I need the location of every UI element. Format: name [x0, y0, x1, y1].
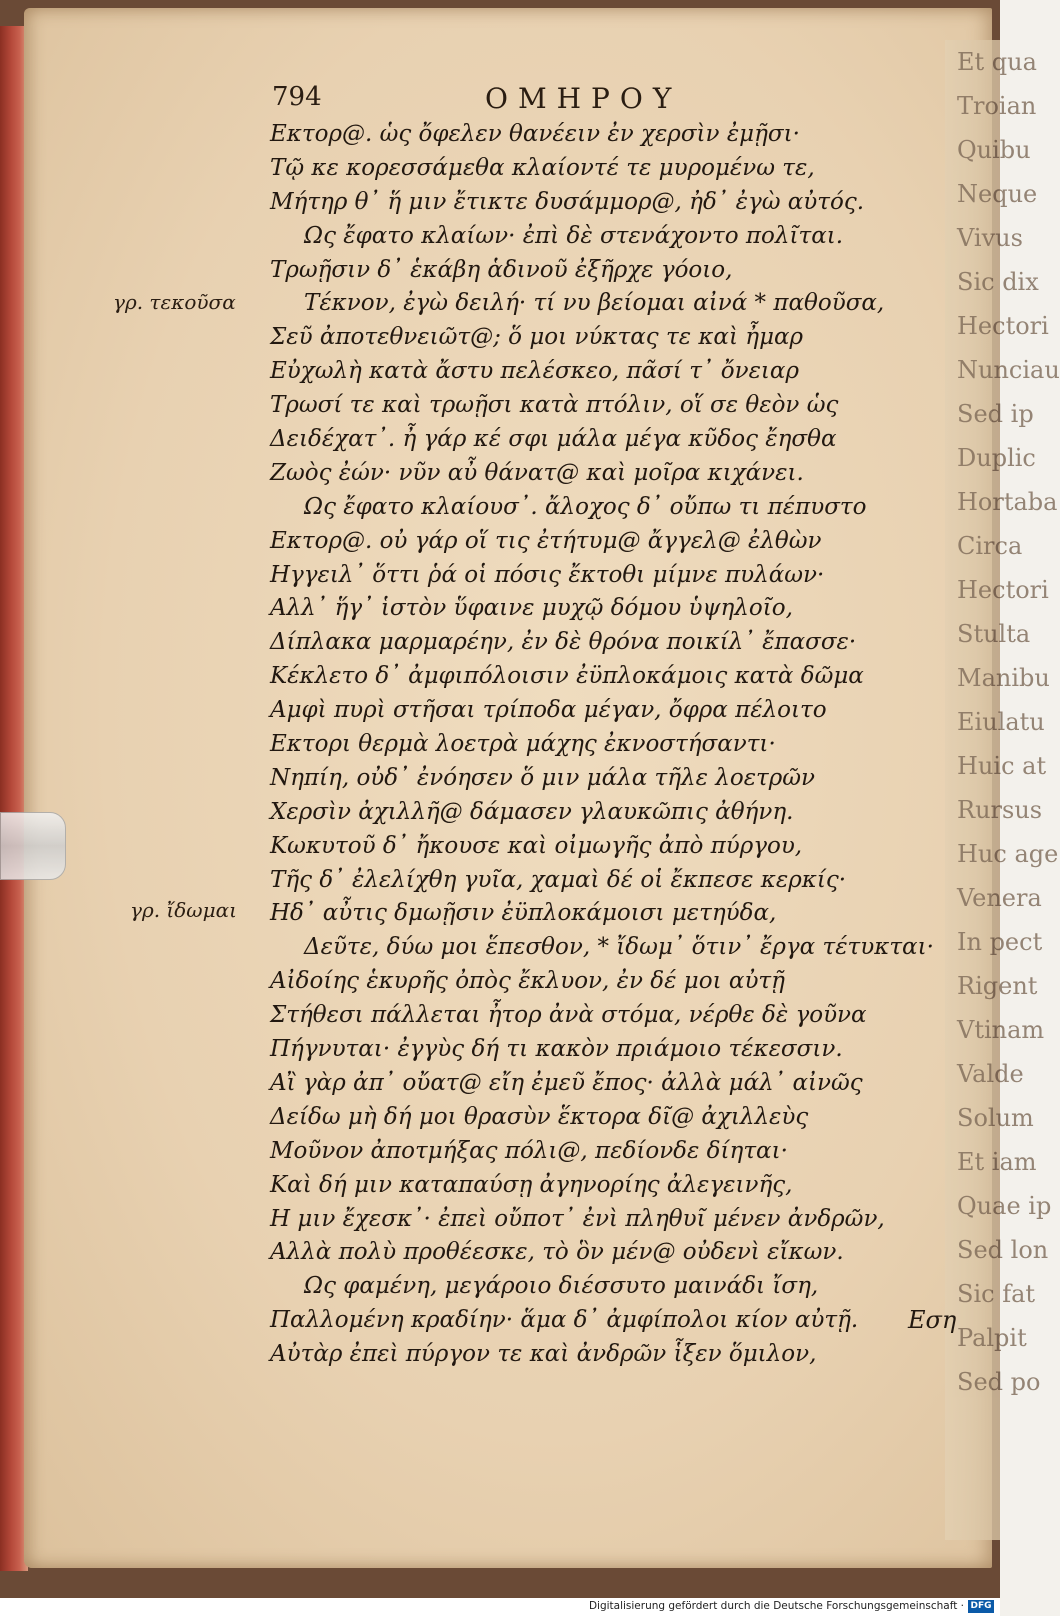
- adjacent-page-fragment: Hectori: [957, 576, 1049, 604]
- catchword: Εση: [908, 1306, 957, 1334]
- page-clip-icon: [0, 812, 66, 880]
- verse-line: Αμφὶ πυρὶ στῆσαι τρίποδα μέγαν, ὄφρα πέλοιτο: [270, 697, 827, 724]
- adjacent-page-fragment: Quibu: [957, 136, 1031, 164]
- verse-line: Η μιν ἔχεσκ᾽· ἐπεὶ οὔποτ᾽ ἐνὶ πληθυῖ μένεν ἀνδρῶν,: [270, 1205, 885, 1232]
- verse-line: Αὐτὰρ ἐπεὶ πύργον τε καὶ ἀνδρῶν ἷξεν ὅμιλον,: [270, 1341, 817, 1368]
- verse-line: Αλλὰ πολὺ προθέεσκε, τὸ ὃν μέν@ οὐδενὶ εἴκων.: [270, 1239, 844, 1266]
- adjacent-page-fragment: Vtinam: [957, 1016, 1045, 1044]
- verse-line: Στήθεσι πάλλεται ἦτορ ἀνὰ στόμα, νέρθε δὲ γοῦνα: [270, 1002, 867, 1029]
- adjacent-page-fragment: Huc age: [957, 840, 1059, 868]
- verse-line: Ως φαμένη, μεγάροιο διέσσυτο μαινάδι ἴση,: [304, 1273, 819, 1300]
- verse-line: Εκτορι θερμὰ λοετρὰ μάχης ἐκνοστήσαντι·: [270, 731, 776, 758]
- adjacent-page-fragment: Rigent: [957, 972, 1038, 1000]
- verse-line: Ως ἔφατο κλαίων· ἐπὶ δὲ στενάχοντο πολῖται.: [304, 222, 844, 249]
- adjacent-page-fragment: Et qua: [957, 48, 1037, 76]
- verse-line: Πήγνυται· ἐγγὺς δή τι κακὸν πριάμοιο τέκεσσιν.: [270, 1036, 843, 1063]
- running-head: ΟΜΗΡΟΥ: [485, 82, 682, 115]
- verse-line: Τρωῇσιν δ᾽ ἑκάβη ἁδινοῦ ἐξῆρχε γόοιο,: [270, 256, 733, 283]
- verse-line: Ζωὸς ἐών· νῦν αὖ θάνατ@ καὶ μοῖρα κιχάνει.: [270, 459, 804, 486]
- verse-line: Τρωσί τε καὶ τρωῇσι κατὰ πτόλιν, οἵ σε θεὸν ὡς: [270, 392, 839, 419]
- verse-line: Αἲ γὰρ ἀπ᾽ οὔατ@ εἴη ἐμεῦ ἔπος· ἀλλὰ μάλ᾽ αἰνῶς: [270, 1069, 863, 1096]
- adjacent-page-fragment: Eiulatu: [957, 708, 1045, 736]
- adjacent-page-fragment: Palpit: [957, 1324, 1027, 1352]
- verse-line: Τῆς δ᾽ ἐλελίχθη γυῖα, χαμαὶ δέ οἱ ἔκπεσε κερκίς·: [270, 866, 847, 893]
- verse-line: Αἰδοίης ἑκυρῆς ὀπὸς ἔκλυον, ἐν δέ μοι αὐτῇ: [270, 968, 785, 995]
- adjacent-page-fragment: Troian: [957, 92, 1037, 120]
- adjacent-page-fragment: Vivus: [957, 224, 1023, 252]
- verse-line: Ηγγειλ᾽ ὅττι ῥά οἱ πόσις ἔκτοθι μίμνε πυλάων·: [270, 561, 825, 588]
- footer-text: Digitalisierung gefördert durch die Deutsche Forschungsgemeinschaft ·: [588, 1600, 964, 1612]
- adjacent-page-fragment: Rursus: [957, 796, 1043, 824]
- verse-line: Μήτηρ θ᾽ ἥ μιν ἔτικτε δυσάμμορ@, ἠδ᾽ ἐγὼ αὐτός.: [270, 188, 865, 215]
- adjacent-page-fragment: Sic fat: [957, 1280, 1036, 1308]
- verse-line: Χερσὶν ἀχιλλῆ@ δάμασεν γλαυκῶπις ἀθήνη.: [270, 798, 794, 825]
- adjacent-page-fragment: Valde: [957, 1060, 1024, 1088]
- verse-line: Εκτορ@. ὡς ὄφελεν θανέειν ἐν χερσὶν ἐμῇσι·: [270, 121, 800, 147]
- verse-line: Τῷ κε κορεσσάμεθα κλαίοντέ τε μυρομένω τε,: [270, 154, 815, 181]
- adjacent-page-fragment: Sed ip: [957, 400, 1034, 428]
- adjacent-page-fragment: Venera: [957, 884, 1042, 912]
- dfg-logo-icon[interactable]: DFG: [968, 1600, 994, 1613]
- verse-line: Μοῦνον ἀποτμήξας πόλι@, πεδίονδε δίηται·: [270, 1137, 788, 1164]
- adjacent-page-fragment: In pect: [957, 928, 1043, 956]
- verse-line: Παλλομένη κραδίην· ἅμα δ᾽ ἀμφίπολοι κίον αὐτῇ.: [270, 1307, 859, 1334]
- footer-bar: [0, 1598, 1000, 1616]
- adjacent-page-fragment: Nunciau: [957, 356, 1060, 384]
- adjacent-page-fragment: Quae ip: [957, 1192, 1052, 1220]
- verse-line: Δειδέχατ᾽. ἦ γάρ κέ σφι μάλα μέγα κῦδος ἔησθα: [270, 426, 837, 453]
- page-header: [0, 82, 1000, 122]
- verse-line: Δεῦτε, δύω μοι ἕπεσθον, * ἴδωμ᾽ ὅτιν᾽ ἔργα τέτυκται·: [304, 934, 934, 961]
- adjacent-page-fragment: Neque: [957, 180, 1038, 208]
- adjacent-page-fragment: Duplic: [957, 444, 1036, 472]
- adjacent-page-fragment: Manibu: [957, 664, 1050, 692]
- page-number: 794: [272, 82, 322, 112]
- verse-line: Δίπλακα μαρμαρέην, ἐν δὲ θρόνα ποικίλ᾽ ἔπασσε·: [270, 629, 857, 656]
- margin-note-2: γρ. ἴδωμαι: [130, 898, 237, 922]
- verse-line: Δείδω μὴ δή μοι θρασὺν ἕκτορα δῖ@ ἀχιλλεὺς: [270, 1103, 809, 1130]
- adjacent-page-fragment: Sed lon: [957, 1236, 1049, 1264]
- verse-line: Αλλ᾽ ἥγ᾽ ἱστὸν ὕφαινε μυχῷ δόμου ὑψηλοῖο,: [270, 595, 793, 622]
- verse-line: Εκτορ@. οὐ γάρ οἵ τις ἐτήτυμ@ ἄγγελ@ ἐλθὼν: [270, 527, 822, 554]
- adjacent-page-fragment: Et iam: [957, 1148, 1037, 1176]
- verse-line: Καὶ δή μιν καταπαύσῃ ἀγηνορίης ἀλεγεινῆς,: [270, 1171, 793, 1198]
- adjacent-page-fragment: Hectori: [957, 312, 1049, 340]
- adjacent-page-fragment: Solum: [957, 1104, 1034, 1132]
- verse-line: Τέκνον, ἐγὼ δειλή· τί νυ βείομαι αἰνά * παθοῦσα,: [304, 290, 885, 317]
- margin-note-1: γρ. τεκοῦσα: [113, 290, 236, 314]
- verse-line: Νηπίη, οὐδ᾽ ἐνόησεν ὅ μιν μάλα τῆλε λοετρῶν: [270, 764, 816, 791]
- adjacent-page-fragment: Stulta: [957, 620, 1031, 648]
- verse-line: Ως ἔφατο κλαίουσ᾽. ἄλοχος δ᾽ οὔπω τι πέπυστο: [304, 493, 867, 520]
- verse-line: Κωκυτοῦ δ᾽ ἤκουσε καὶ οἰμωγῆς ἀπὸ πύργου,: [270, 832, 803, 859]
- adjacent-page-fragment: Sic dix: [957, 268, 1039, 296]
- adjacent-page-fragment: Hortaba: [957, 488, 1058, 516]
- verse-line: Σεῦ ἀποτεθνειῶτ@; ὅ μοι νύκτας τε καὶ ἦμαρ: [270, 324, 804, 351]
- adjacent-page-fragment: Huic at: [957, 752, 1047, 780]
- adjacent-page-fragment: Sed po: [957, 1368, 1041, 1396]
- verse-line: Ηδ᾽ αὖτις δμωῇσιν ἐϋπλοκάμοισι μετηύδα,: [270, 900, 777, 927]
- verse-line: Κέκλετο δ᾽ ἀμφιπόλοισιν ἐϋπλοκάμοις κατὰ δῶμα: [270, 663, 864, 690]
- verse-line: Εὐχωλὴ κατὰ ἄστυ πελέσκεο, πᾶσί τ᾽ ὄνειαρ: [270, 358, 799, 385]
- adjacent-page-fragment: Circa: [957, 532, 1023, 560]
